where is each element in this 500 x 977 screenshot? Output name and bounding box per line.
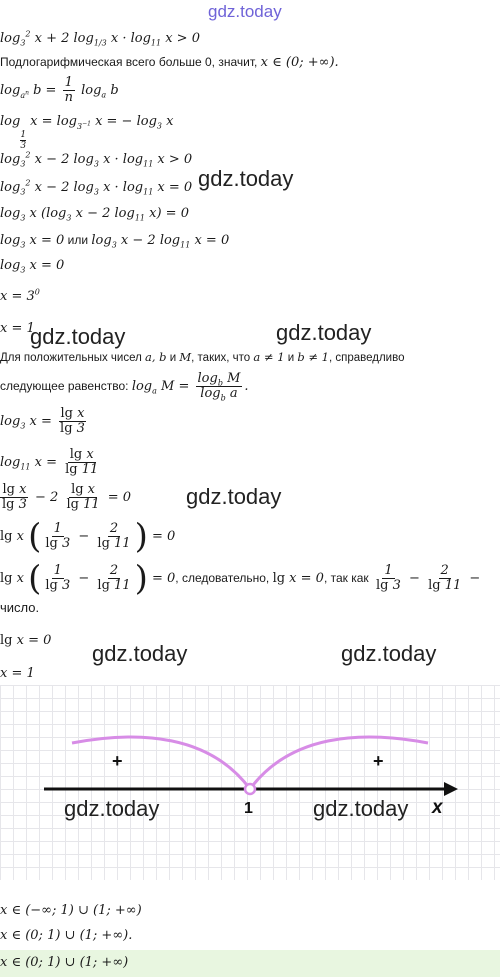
word-number: число. bbox=[0, 600, 40, 615]
equation-factored: $\log_3 x$ ($\log_3$ x − 2 $\log_{11} x) = 0$ bbox=[0, 206, 189, 223]
inequality-substituted: $\log_3^2 x - 2$ $\log_3 x \cdot \log_{11} x > 0$ bbox=[0, 150, 193, 169]
x-equals-power: $x = 3^0$ bbox=[0, 287, 40, 304]
equation: $\log_3^2 x - 2$ $\log_3 x \cdot \log_{11} x = 0$ bbox=[0, 178, 193, 197]
equation-split: $\log_3 x = 0$ или $\log_3 x - 2$ $\log_{11} x = 0$ bbox=[0, 233, 230, 250]
excluded-point bbox=[245, 784, 255, 794]
final-x: x = 1 bbox=[0, 666, 35, 681]
axis-label: x bbox=[432, 797, 443, 818]
domain-statement: Подлогарифмическая всего больше 0, значит, x ∈ (0; +∞). bbox=[0, 55, 339, 70]
base-power-formula: $\log_{a^n} b$ = $\frac{1}{n}$ $\log_a b$ bbox=[0, 75, 119, 105]
watermark: gdz.today bbox=[276, 320, 372, 345]
point-label: 1 bbox=[244, 800, 253, 817]
right-sign: + bbox=[373, 751, 384, 771]
watermark: gdz.today bbox=[186, 484, 282, 509]
watermark: gdz.today bbox=[341, 641, 437, 666]
axis-arrow bbox=[444, 782, 458, 796]
lg-conclusion: lg x ( $\frac{1}{\lg 3}$ − $\frac{2}{\lg 11}$ ) = 0, следовательно, lg x = 0, так как $\frac{1}{\lg 3}$ − $\frac{2}{\lg 11}$ − bbox=[0, 558, 481, 599]
watermark: gdz.today bbox=[313, 796, 409, 821]
arc-left bbox=[72, 737, 250, 789]
lg-factored: lg x ( $\frac{1}{\lg 3}$ − $\frac{2}{\lg 11}$ ) = 0 bbox=[0, 516, 176, 557]
answer-final: x ∈ (0; 1) ∪ (1; +∞) bbox=[0, 955, 129, 970]
base-conversion: log $_{\frac{1}{3}}$ $x = \log_{3^{-1}} x$ = − $\log_3 x$ bbox=[0, 114, 174, 151]
answer-line-1: x ∈ (−∞; 1) ∪ (1; +∞) bbox=[0, 903, 142, 918]
log3-to-lg: $\log_3 x$ = $\frac{\text{lg x}}{\lg 3}$ bbox=[0, 406, 85, 436]
inequality-original: $\log_3^2 x + 2$ $\log_{1/3} x \cdot \log_{11} x > 0$ bbox=[0, 29, 200, 48]
answer-line-2: x ∈ (0; 1) ∪ (1; +∞). bbox=[0, 928, 133, 943]
watermark-top: gdz.today bbox=[208, 2, 282, 21]
log-equals-zero: $\log_3 x = 0$ bbox=[0, 258, 65, 275]
base-change-formula: следующее равенство: $\log_a M$ = $\frac{\log_b M}{\log_b a}$ . bbox=[0, 371, 249, 403]
number-line-diagram bbox=[0, 685, 500, 880]
watermark: gdz.today bbox=[92, 641, 188, 666]
lg-equation: $\frac{\text{lg x}}{\lg 3}$ − 2 $\frac{\text{lg x}}{\lg 11}$ = 0 bbox=[2, 482, 132, 512]
log11-to-lg: $\log_{11} x$ = $\frac{\text{lg x}}{\lg 11}$ bbox=[0, 447, 99, 477]
watermark: gdz.today bbox=[198, 166, 294, 191]
lg-x-zero: lg x = 0 bbox=[0, 633, 52, 648]
base-change-rule: Для положительных чисел a, b и M, таких, что a ≠ 1 и b ≠ 1, справедливо bbox=[0, 350, 405, 364]
watermark: gdz.today bbox=[30, 324, 126, 349]
x-equals-one: x = 1 bbox=[0, 321, 35, 336]
left-sign: + bbox=[112, 751, 123, 771]
arc-right bbox=[250, 737, 428, 789]
watermark: gdz.today bbox=[64, 796, 160, 821]
